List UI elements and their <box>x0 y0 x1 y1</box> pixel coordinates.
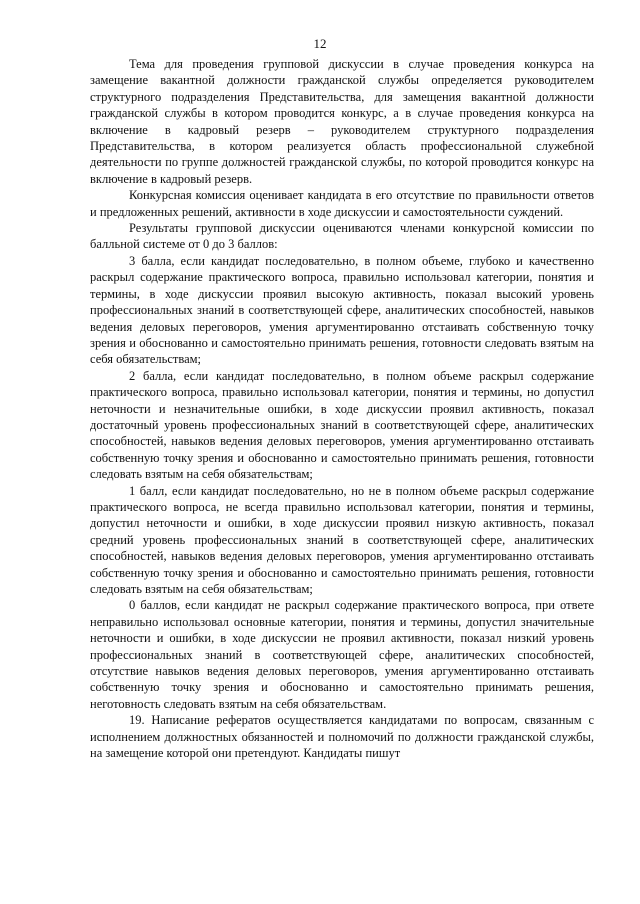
paragraph-score-0: 0 баллов, если кандидат не раскрыл содержание практического вопроса, при ответе неправильно использовал основные категории, понятия и термины, допустил значительные неточности и ошибки, в ходе дискуссии не проявил активности, показал низкий уровень профессиональных знаний в соответствующей сфере, аналитических способностей, отсутствие навыков ведения деловых переговоров, умения аргументированно отстаивать собственную точку зрения и обоснованно и самостоятельно принимать решения, неготовность следовать взятым на себя обязательствам. <box>90 598 594 711</box>
paragraph-commission-evaluation: Конкурсная комиссия оценивает кандидата в его отсутствие по правильности ответов и предложенных решений, активности в ходе дискуссии и самостоятельности суждений. <box>90 188 594 219</box>
paragraph-score-1: 1 балл, если кандидат последовательно, но не в полном объеме раскрыл содержание практического вопроса, не всегда правильно использовал категории, понятия и термины, допустил неточности и ошибки, в ходе дискуссии проявил низкую активность, показал средний уровень профессиональных знаний в соответствующей сфере, аналитических способностей, навыков ведения деловых переговоров, умения аргументированно отстаивать собственную точку зрения и обоснованно и самостоятельно принимать решения, готовности следовать взятым на себя обязательствам; <box>90 483 594 596</box>
paragraph-score-3: 3 балла, если кандидат последовательно, в полном объеме, глубоко и качественно раскрыл содержание практического вопроса, правильно использовал категории, понятия и термины, в ходе дискуссии проявил высокую активность, показал высокий уровень профессиональных знаний в соответствующей сфере, аналитических способностей, навыков ведения деловых переговоров, умения аргументированно отстаивать собственную точку зрения и обоснованно и самостоятельно принимать решения, готовности следовать взятым на себя обязательствам; <box>90 253 594 367</box>
paragraph-item-19-essays: 19. Написание рефератов осуществляется кандидатами по вопросам, связанным с исполнением должностных обязанностей и полномочий по должности гражданской службы, на замещение которой они претендуют. Кандидаты пишут <box>90 713 594 761</box>
paragraph-discussion-topic: Тема для проведения групповой дискуссии в случае проведения конкурса на замещение вакантной должности гражданской службы определяется руководителем структурного подразделения Представительства, для замещения вакантной должности гражданской службы в котором проводится конкурс, а в случае проведения конкурса на включение в кадровый резерв – руководителем структурного подразделения Представительства, в котором реализуется область профессиональной служебной деятельности по группе должностей гражданской службы, по которой проводится конкурс на включение в кадровый резерв. <box>90 57 594 186</box>
paragraph-score-2: 2 балла, если кандидат последовательно, в полном объеме раскрыл содержание практического вопроса, правильно использовал категории, понятия и термины, но допустил неточности и незначительные ошибки, в ходе дискуссии проявил активность, показал достаточный уровень профессиональных знаний в соответствующей сфере, аналитических способностей, навыков ведения деловых переговоров, умения аргументированно отстаивать собственную точку зрения и обоснованно и самостоятельно принимать решения, готовности следовать взятым на себя обязательствам; <box>90 368 594 482</box>
page-number: 12 <box>313 36 327 51</box>
paragraph-scoring-system: Результаты групповой дискуссии оцениваются членами конкурсной комиссии по балльной системе от 0 до 3 баллов: <box>90 221 594 252</box>
document-body <box>90 56 594 761</box>
